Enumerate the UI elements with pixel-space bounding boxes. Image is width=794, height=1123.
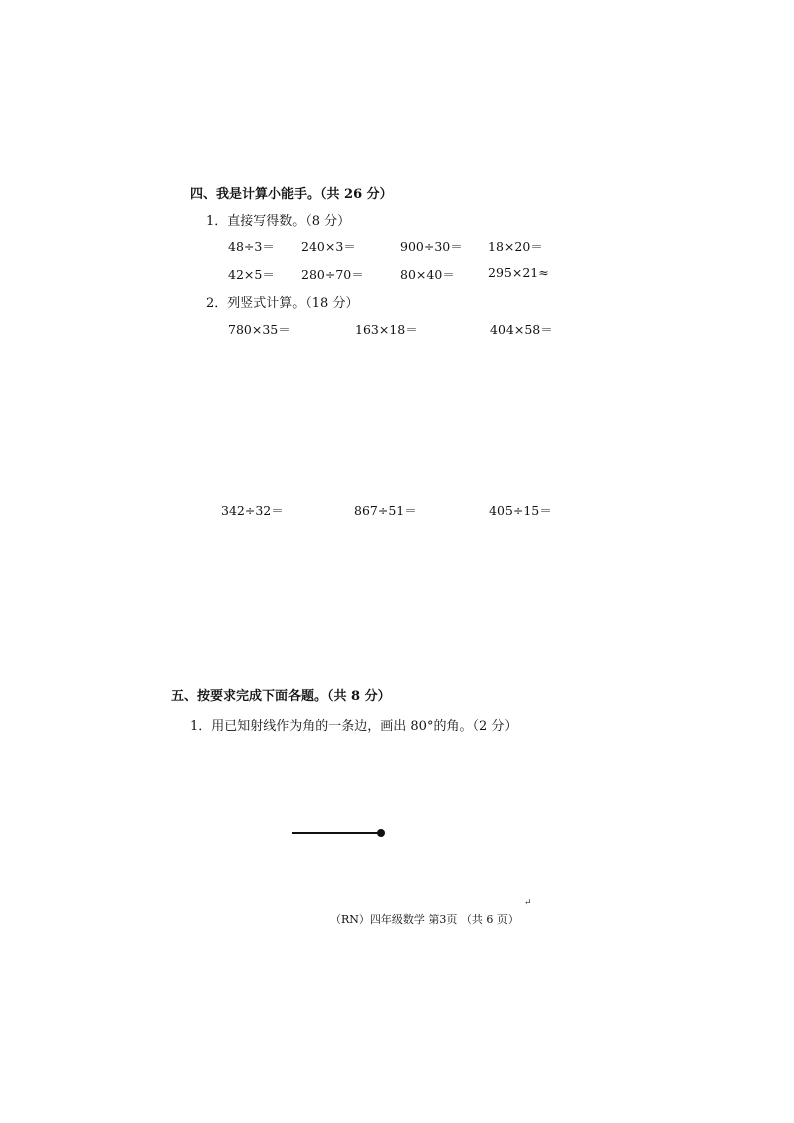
expr-42x5: 42×5＝ xyxy=(228,267,275,282)
return-mark: ↵ xyxy=(524,898,532,908)
expr-240x3: 240×3＝ xyxy=(301,239,356,254)
expr-18x20: 18×20＝ xyxy=(488,239,543,254)
expr-900div30: 900÷30＝ xyxy=(400,239,463,254)
section-4-title: 四、我是计算小能手。（共 26 分） xyxy=(190,187,393,202)
expr-780x35: 780×35＝ xyxy=(228,322,291,337)
expr-405div15: 405÷15＝ xyxy=(489,503,552,518)
ray-endpoint xyxy=(377,829,385,837)
expr-295x21: 295×21≈ xyxy=(488,265,549,280)
q4-1-title: 1．直接写得数。（8 分） xyxy=(206,214,351,229)
expr-280div70: 280÷70＝ xyxy=(301,267,364,282)
expr-48div3: 48÷3＝ xyxy=(228,239,275,254)
q4-2-title: 2．列竖式计算。（18 分） xyxy=(206,296,359,311)
expr-342div32: 342÷32＝ xyxy=(221,503,284,518)
ray-line xyxy=(292,832,380,834)
page-footer: （RN）四年级数学 第3页 （共 6 页） xyxy=(330,913,519,926)
q5-1-title: 1．用已知射线作为角的一条边，画出 80°的角。（2 分） xyxy=(190,719,518,734)
section-5-title: 五、按要求完成下面各题。（共 8 分） xyxy=(171,689,391,704)
expr-404x58: 404×58＝ xyxy=(490,322,553,337)
expr-80x40: 80×40＝ xyxy=(400,267,455,282)
expr-163x18: 163×18＝ xyxy=(355,322,418,337)
expr-867div51: 867÷51＝ xyxy=(354,503,417,518)
